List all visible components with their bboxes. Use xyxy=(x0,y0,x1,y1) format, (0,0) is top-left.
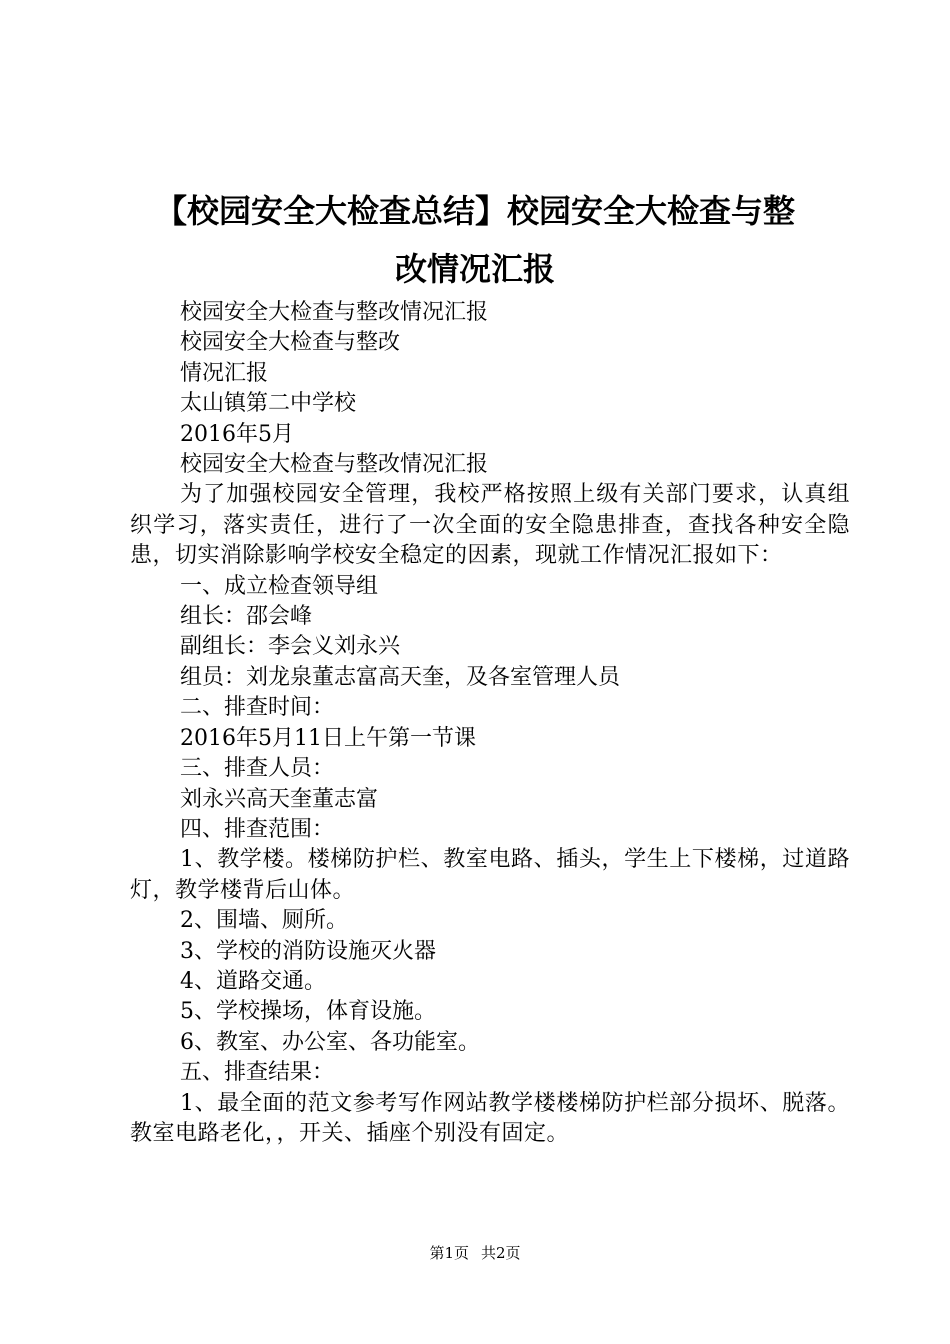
paragraph: 2016年5月 xyxy=(180,421,294,447)
list-item: 4、道路交通。 xyxy=(180,968,326,994)
list-item: 1、教学楼。楼梯防护栏、教室电路、插头，学生上下楼梯，过道路灯，教学楼背后山体。 xyxy=(130,847,850,903)
paragraph: 组长：邵会峰 xyxy=(180,604,313,630)
section-heading: 四、排查范围： xyxy=(180,816,335,842)
document-body xyxy=(130,298,850,1149)
paragraph: 刘永兴高天奎董志富 xyxy=(180,786,379,812)
section-heading: 二、排查时间： xyxy=(180,695,335,721)
paragraph: 2016年5月11日上午第一节课 xyxy=(180,725,476,751)
list-item: 3、学校的消防设施灭火器 xyxy=(180,938,436,964)
list-item: 1、最全面的范文参考写作网站教学楼楼梯防护栏部分损坏、脱落。教室电路老化，，开关、插座个别没有固定。 xyxy=(130,1090,850,1146)
list-item: 6、教室、办公室、各功能室。 xyxy=(180,1029,480,1055)
paragraph: 太山镇第二中学校 xyxy=(180,391,357,417)
page-total: 共2页 xyxy=(481,1244,521,1262)
page-number: 第1页 xyxy=(429,1244,469,1262)
paragraph: 副组长：李会义刘永兴 xyxy=(180,634,401,660)
document-title-line-1: 【校园安全大检查总结】校园安全大检查与整 xyxy=(154,192,795,230)
section-heading: 一、成立检查领导组 xyxy=(180,573,379,599)
paragraph: 组员：刘龙泉董志富高天奎，及各室管理人员 xyxy=(180,664,621,690)
paragraph: 校园安全大检查与整改情况汇报 xyxy=(180,300,489,325)
paragraph: 校园安全大检查与整改 xyxy=(180,330,401,356)
page-footer xyxy=(0,1243,950,1263)
list-item: 2、围墙、厕所。 xyxy=(180,908,348,934)
paragraph: 为了加强校园安全管理，我校严格按照上级有关部门要求，认真组织学习，落实责任，进行了一次全面的安全隐患排查，查找各种安全隐患，切实消除影响学校安全稳定的因素，现就工作情况汇报如下： xyxy=(130,482,850,569)
list-item: 5、学校操场，体育设施。 xyxy=(180,999,436,1025)
section-heading: 五、排查结果： xyxy=(180,1060,335,1086)
paragraph: 情况汇报 xyxy=(180,360,269,386)
document-title-line-2: 改情况汇报 xyxy=(394,250,555,288)
section-heading: 三、排查人员： xyxy=(180,756,335,782)
paragraph: 校园安全大检查与整改情况汇报 xyxy=(180,452,489,478)
